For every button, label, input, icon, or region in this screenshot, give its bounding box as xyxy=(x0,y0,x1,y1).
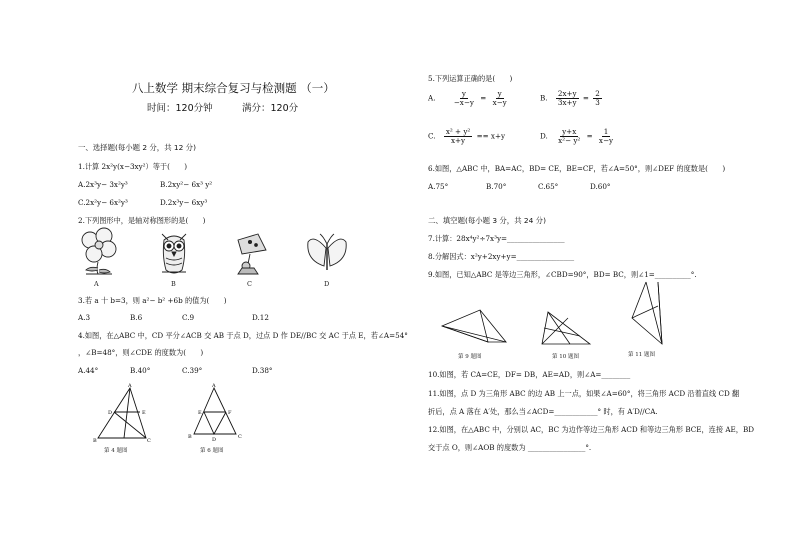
frac-denominator: x²− y² xyxy=(558,136,581,145)
fig4-point-e: E xyxy=(142,410,146,416)
question-4-option-d[interactable]: D.38° xyxy=(252,366,273,375)
question-3-stem: 3.若 a 十 b=3，则 a²− b² +6b 的值为( ) xyxy=(78,296,227,305)
question-10: 10.如图，若 CA=CE，DF= DB，AE=AD，则∠A=________ xyxy=(428,370,631,379)
fig4-point-c: C xyxy=(147,438,151,444)
question-5-option-a[interactable] xyxy=(428,90,511,107)
frac-denominator: x−y xyxy=(598,136,614,145)
question-7: 7.计算：28x⁴y²÷7x³y=________________ xyxy=(428,234,565,243)
question-3-option-b[interactable]: B.6 xyxy=(130,313,143,322)
fig6-point-a: A xyxy=(212,383,216,389)
fig6-point-c: C xyxy=(238,434,242,440)
fig6-point-d: D xyxy=(212,437,217,443)
option-b-fraction-left xyxy=(556,90,579,107)
question-6-option-b[interactable]: B.70° xyxy=(486,182,507,191)
butterfly-figure-icon xyxy=(308,234,346,270)
frac-numerator: x² + y² xyxy=(445,127,471,136)
frac-numerator: 2x+y xyxy=(557,89,577,98)
frac-denominator: −x−y xyxy=(453,98,474,107)
question-5-stem: 5.下列运算正确的是( ) xyxy=(428,74,513,83)
question-8: 8.分解因式：x²y+2xy+y=________________ xyxy=(428,252,575,261)
option-b-fraction-right xyxy=(593,90,602,107)
section-fill-heading: 二、填空题(每小题 3 分，共 24 分) xyxy=(428,216,546,225)
question-11-line1: 11.如图，点 D 为三角形 ABC 的边 AB 上一点，如果∠A=60°，将三角形 ACD 沿着直线 CD 翻 xyxy=(428,389,740,398)
page-title: 八上数学 期末综合复习与检测题 （一） xyxy=(132,81,335,95)
figure-4-diagram xyxy=(90,384,150,444)
figure-6-caption: 第 6 题图 xyxy=(200,448,224,454)
question-4-stem-line1: 4.如图，在△ABC 中，CD 平分∠ACB 交 AB 于点 D，过点 D 作 DE//BC 交 AC 于点 E，若∠A=54° xyxy=(78,331,408,340)
fig6-point-e: E xyxy=(198,410,202,416)
frac-denominator: 3x+y xyxy=(557,98,577,107)
fig6-point-f: F xyxy=(228,410,232,416)
question-6-option-a[interactable]: A.75° xyxy=(428,182,449,191)
equals-sign: = xyxy=(480,93,487,103)
question-1-option-b[interactable]: B.2xy²− 6x³ y² xyxy=(160,180,213,189)
equals-sign: = xyxy=(586,131,593,141)
frac-numerator: 1 xyxy=(603,127,609,136)
question-12-line1: 12.如图，在△ABC 中，分别以 AC，BC 为边作等边三角形 ACD 和等边三角形 BCE，连接 AE，BD xyxy=(428,425,755,434)
question-4-stem-line2: ，∠B=48°，则∠CDE 的度数为( ) xyxy=(78,348,204,357)
question-2-stem: 2.下列图形中，是轴对称图形的是( ) xyxy=(78,216,206,225)
equals-sign: = xyxy=(582,93,589,103)
question-4-option-b[interactable]: B.40° xyxy=(130,366,151,375)
question-1-option-a[interactable]: A.2x³y− 3x²y³ xyxy=(78,180,128,189)
exam-score: 满分：120分 xyxy=(242,103,299,114)
section-choice-heading: 一、选择题(每小题 2 分，共 12 分) xyxy=(78,143,196,152)
flower-figure-icon xyxy=(82,228,116,274)
figure-label-d: D xyxy=(324,280,330,288)
option-d-fraction-left xyxy=(556,128,582,145)
fig6-point-b: B xyxy=(188,434,192,440)
figure-11-caption: 第 11 题图 xyxy=(628,352,655,358)
question-12-line2: 交于点 O，则∠AOB 的度数为 ________________°. xyxy=(428,443,592,452)
equals-expression: == x+y xyxy=(476,131,506,141)
option-a-label: A. xyxy=(428,93,436,103)
question-5-option-b[interactable] xyxy=(540,90,604,107)
exam-time: 时间：120分钟 xyxy=(147,103,213,114)
figure-label-b: B xyxy=(171,280,176,288)
option-a-fraction-left xyxy=(452,90,476,107)
figure-9-caption: 第 9 题图 xyxy=(458,354,482,360)
option-c-fraction xyxy=(444,128,472,145)
fig4-point-b: B xyxy=(93,438,97,444)
figure-9-diagram xyxy=(440,308,510,348)
option-c-label: C. xyxy=(428,131,436,141)
question-6-option-d[interactable]: D.60° xyxy=(590,182,611,191)
frac-denominator: x+y xyxy=(450,136,466,145)
question-4-option-c[interactable]: C.39° xyxy=(182,366,203,375)
question-1-stem: 1.计算 2x²y(x−3xy²）等于( ) xyxy=(78,162,188,171)
figure-10-caption: 第 10 题图 xyxy=(552,354,579,360)
owl-figure-icon xyxy=(162,234,186,273)
question-4-option-a[interactable]: A.44° xyxy=(78,366,99,375)
option-d-fraction-right xyxy=(597,128,615,145)
figure-6-diagram xyxy=(188,383,252,444)
frac-denominator: 3 xyxy=(595,98,600,107)
frac-denominator: x−y xyxy=(492,98,507,107)
question-5-option-c[interactable] xyxy=(428,128,505,145)
option-b-label: B. xyxy=(540,93,548,103)
option-d-label: D. xyxy=(540,131,548,141)
fig4-point-a: A xyxy=(128,383,132,389)
frac-numerator: y xyxy=(461,89,466,98)
figure-10-diagram xyxy=(540,308,600,348)
question-6-option-c[interactable]: C.65° xyxy=(538,182,559,191)
lamp-figure-icon xyxy=(238,234,266,274)
question-2-figures xyxy=(78,226,398,290)
question-1-option-c[interactable]: C.2x²y− 6x²y³ xyxy=(78,198,128,207)
question-9: 9.如图，已知△ABC 是等边三角形，∠CBD=90°，BD= BC，则∠1=__________°. xyxy=(428,270,697,279)
question-11-line2: 折后，点 A 落在 A′处，那么当∠ACD=____________° 时，有 A′D//CA. xyxy=(428,407,658,416)
frac-numerator: 2 xyxy=(595,89,600,98)
question-5-option-d[interactable] xyxy=(540,128,617,145)
question-3-option-a[interactable]: A.3 xyxy=(78,313,91,322)
frac-numerator: y+x xyxy=(562,127,577,136)
question-6-stem: 6.如图，△ABC 中，BA=AC，BD= CE，BE=CF，若∠A=50°，则∠DEF 的度数是( ) xyxy=(428,164,726,173)
question-1-option-d[interactable]: D.2x³y− 6xy³ xyxy=(160,198,208,207)
figure-label-c: C xyxy=(247,280,252,288)
question-3-option-d[interactable]: D.12 xyxy=(252,313,269,322)
frac-numerator: y xyxy=(497,89,502,98)
question-3-option-c[interactable]: C.9 xyxy=(182,313,195,322)
figure-4-caption: 第 4 题图 xyxy=(104,448,128,454)
fig4-point-d: D xyxy=(108,410,113,416)
figure-label-a: A xyxy=(94,280,99,288)
option-a-fraction-right xyxy=(491,90,509,107)
figure-11-diagram xyxy=(628,280,678,346)
